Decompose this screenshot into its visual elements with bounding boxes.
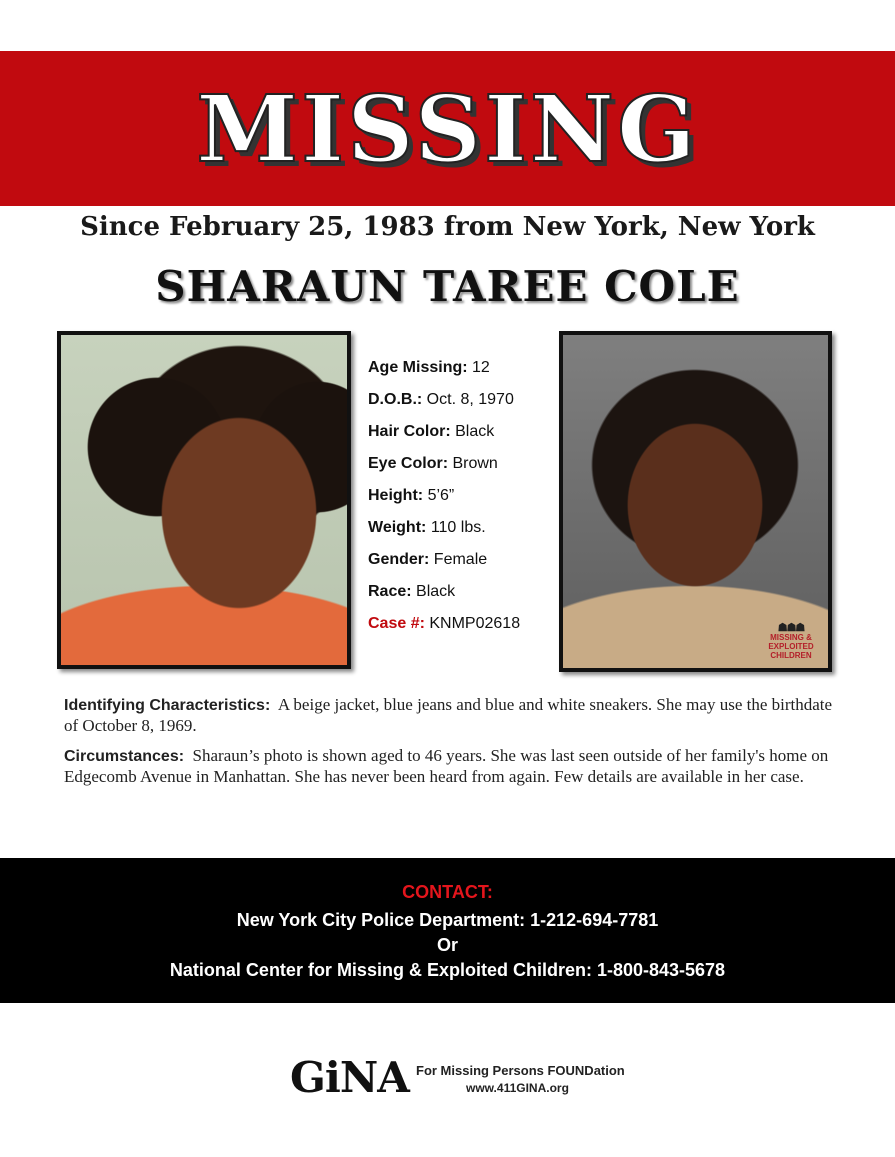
info-value: Female — [433, 551, 488, 568]
info-dob — [368, 388, 553, 420]
identifying-text: A beige jacket, blue jeans and blue and white sneakers. She may use the birthdate of October 8, 1969. — [64, 695, 833, 735]
info-value: 12 — [472, 359, 490, 376]
contact-ncmec: National Center for Missing & Exploited Children: 1-800-843-5678 — [169, 960, 726, 980]
info-eye-color — [368, 452, 553, 484]
info-value: KNMP02618 — [429, 615, 521, 632]
info-label: Eye Color: — [368, 455, 449, 472]
info-label: D.O.B.: — [368, 391, 423, 408]
description — [64, 695, 844, 797]
info-label: Race: — [368, 583, 412, 600]
ncmec-figures-icon: ☗☗☗ — [777, 622, 805, 634]
info-weight — [368, 516, 553, 548]
info-value: Oct. 8, 1970 — [426, 391, 514, 408]
missing-since-line: Since February 25, 1983 from New York, New York — [80, 212, 815, 242]
circumstances-label: Circumstances: — [64, 748, 185, 765]
identifying-label: Identifying Characteristics: — [64, 697, 271, 714]
childhood-photo — [57, 331, 351, 669]
info-label: Case #: — [368, 615, 425, 632]
contact-heading: CONTACT: — [402, 882, 493, 902]
info-value: 110 lbs. — [430, 519, 486, 536]
info-age-missing — [368, 356, 553, 388]
ncmec-logo-line: MISSING & — [770, 633, 812, 642]
ncmec-logo-line: CHILDREN — [770, 651, 812, 660]
info-value: 5’6” — [427, 487, 455, 504]
identifying-characteristics — [64, 695, 844, 736]
info-label: Height: — [368, 487, 424, 504]
gina-tagline: For Missing Persons FOUNDation — [416, 1063, 625, 1078]
info-label: Gender: — [368, 551, 430, 568]
info-gender — [368, 548, 553, 580]
contact-box — [0, 858, 895, 1003]
info-label: Age Missing: — [368, 359, 468, 376]
missing-banner — [0, 51, 895, 206]
gina-logo-mark: GiNA — [290, 1053, 409, 1102]
info-list — [368, 356, 553, 644]
ncmec-logo-line: EXPLOITED — [768, 642, 814, 651]
info-label: Weight: — [368, 519, 427, 536]
contact-or: Or — [436, 935, 458, 955]
ncmec-logo — [760, 624, 822, 662]
info-race — [368, 580, 553, 612]
info-value: Brown — [452, 455, 498, 472]
banner-title: MISSING — [196, 74, 699, 183]
info-value: Black — [416, 583, 456, 600]
circumstances — [64, 746, 844, 787]
circumstances-text: Sharaun’s photo is shown aged to 46 years. She was last seen outside of her family's home on Edgecomb Avenue in Manhattan. She has never been heard from again. Few details are available in her case. — [64, 746, 829, 786]
info-hair-color — [368, 420, 553, 452]
age-progressed-photo — [559, 331, 832, 672]
gina-url: www.411GINA.org — [466, 1081, 569, 1095]
info-label: Hair Color: — [368, 423, 451, 440]
info-case-number — [368, 612, 553, 644]
gina-footer-logo — [290, 1055, 630, 1105]
contact-nypd: New York City Police Department: 1-212-694-7781 — [236, 910, 659, 930]
info-height — [368, 484, 553, 516]
missing-person-name: SHARAUN TAREE COLE — [155, 262, 740, 311]
info-value: Black — [455, 423, 495, 440]
